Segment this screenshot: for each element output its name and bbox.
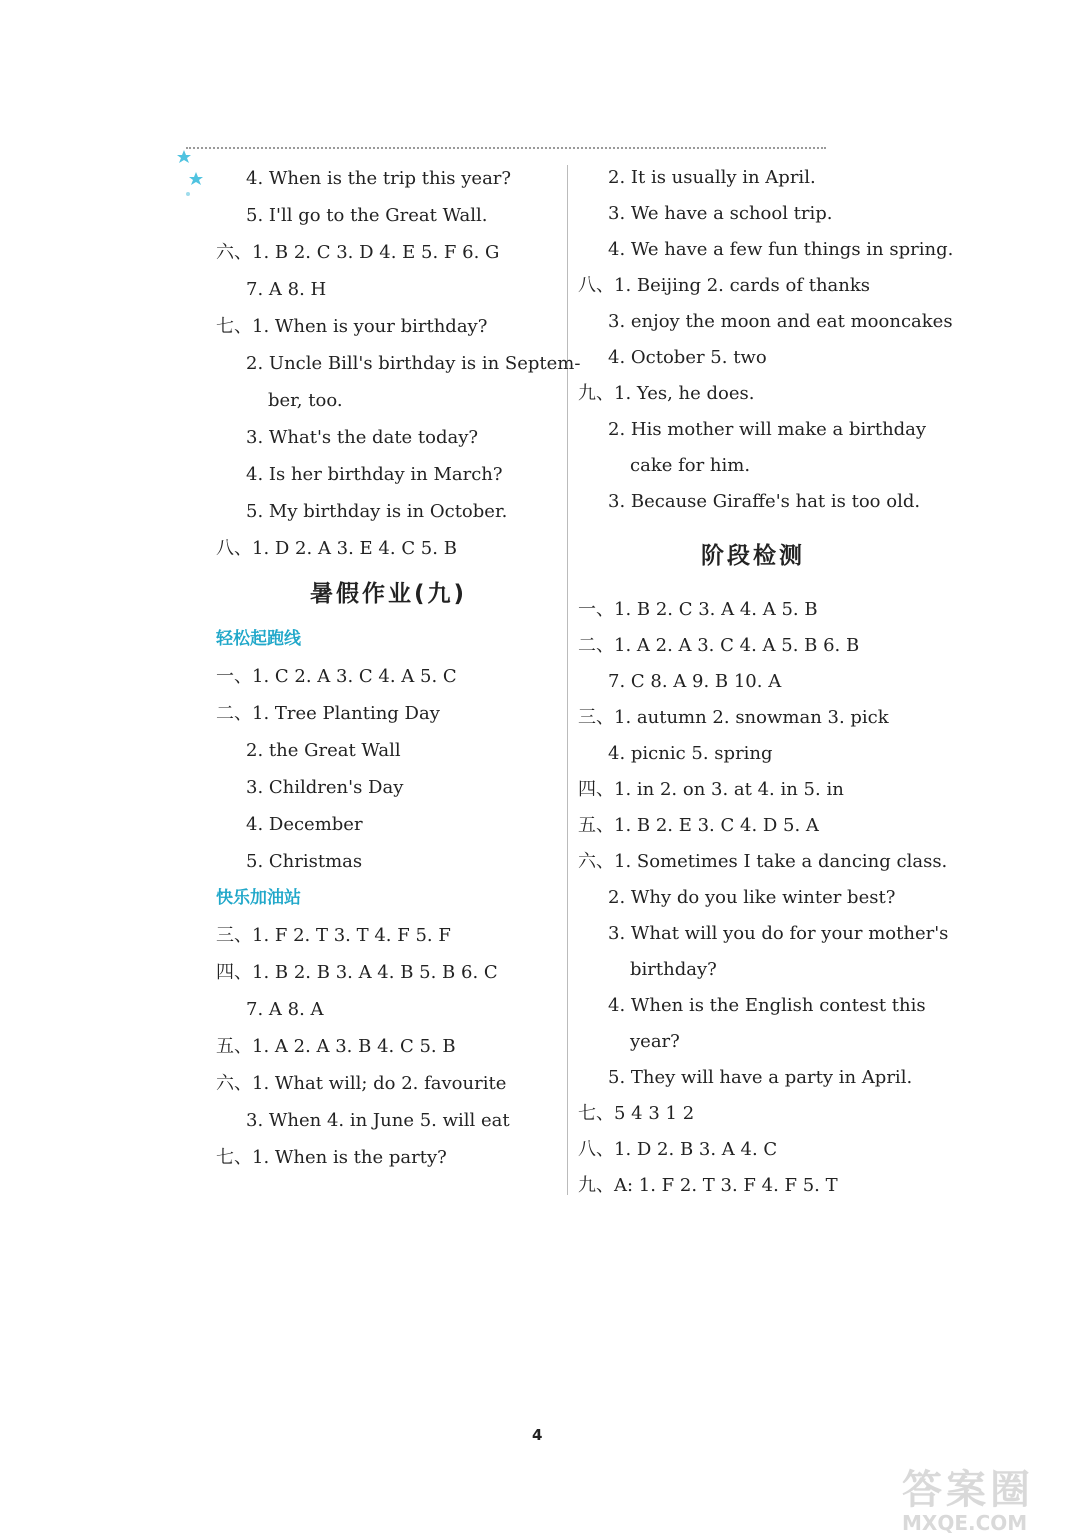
answer-line: 3. What will you do for your mother's [608, 923, 949, 944]
answer-line: 5. Christmas [246, 851, 363, 872]
answer-line: 九、1. Yes, he does. [578, 383, 755, 404]
answer-line: 3. Children's Day [246, 777, 404, 798]
column-divider [567, 165, 568, 1195]
page-number: 4 [532, 1426, 543, 1444]
answer-line: 3. What's the date today? [246, 427, 479, 448]
answer-line: 四、1. B 2. B 3. A 4. B 5. B 6. C [216, 962, 498, 983]
answer-line: 八、1. D 2. A 3. E 4. C 5. B [216, 538, 457, 559]
answer-line: 5. They will have a party in April. [608, 1067, 913, 1088]
answer-line: 2. His mother will make a birthday [608, 419, 927, 440]
answer-line: 七、1. When is your birthday? [216, 316, 488, 337]
answer-line: 5. My birthday is in October. [246, 501, 508, 522]
answer-line: 一、1. C 2. A 3. C 4. A 5. C [216, 666, 457, 687]
answer-line: 4. When is the trip this year? [246, 168, 512, 189]
answer-line: 四、1. in 2. on 3. at 4. in 5. in [578, 779, 844, 800]
answer-line: 2. the Great Wall [246, 740, 401, 761]
answer-line: 4. picnic 5. spring [608, 743, 773, 764]
answer-line: 六、1. B 2. C 3. D 4. E 5. F 6. G [216, 242, 500, 263]
answer-line: 三、1. autumn 2. snowman 3. pick [578, 707, 889, 728]
answer-line: 3. When 4. in June 5. will eat [246, 1110, 510, 1131]
answer-line: 一、1. B 2. C 3. A 4. A 5. B [578, 599, 818, 620]
answer-line: 八、1. Beijing 2. cards of thanks [578, 275, 871, 296]
answer-line: 九、A: 1. F 2. T 3. F 4. F 5. T [578, 1175, 838, 1196]
answer-line: 八、1. D 2. B 3. A 4. C [578, 1139, 778, 1160]
answer-line: 3. Because Giraffe's hat is too old. [608, 491, 921, 512]
answer-line: 2. Why do you like winter best? [608, 887, 896, 908]
answer-line: 三、1. F 2. T 3. T 4. F 5. F [216, 925, 451, 946]
answer-line: 2. It is usually in April. [608, 167, 816, 188]
header-dotted-rule [186, 147, 826, 149]
answer-line: 二、1. A 2. A 3. C 4. A 5. B 6. B [578, 635, 860, 656]
answer-line: birthday? [630, 959, 717, 980]
section-title-summer-homework: 暑假作业(九) [309, 581, 468, 607]
answer-line: 五、1. B 2. E 3. C 4. D 5. A [578, 815, 819, 836]
star-decoration-icon [176, 150, 206, 200]
watermark-logo [902, 1468, 1082, 1534]
right-column [578, 160, 954, 1204]
section-title-stage-test: 阶段检测 [701, 543, 805, 569]
sub-label-warmup: 轻松起跑线 [216, 629, 301, 649]
answer-line: cake for him. [630, 455, 751, 476]
answer-line: 7. A 8. A [246, 999, 324, 1020]
answer-line: 七、1. When is the party? [216, 1147, 447, 1168]
answer-line: 4. October 5. two [608, 347, 767, 368]
answer-line: 4. Is her birthday in March? [246, 464, 503, 485]
watermark-bottom: MXQE.COM [902, 1511, 1028, 1535]
answer-line: 3. enjoy the moon and eat mooncakes [608, 311, 953, 332]
sub-label-boost: 快乐加油站 [216, 888, 301, 908]
answer-line: 7. A 8. H [246, 279, 327, 300]
answer-line: 7. C 8. A 9. B 10. A [608, 671, 782, 692]
answer-line: 4. December [246, 814, 363, 835]
answer-line: 六、1. Sometimes I take a dancing class. [578, 851, 948, 872]
answer-line: 4. When is the English contest this [608, 995, 926, 1016]
answer-line: year? [630, 1031, 680, 1052]
answer-line: 2. Uncle Bill's birthday is in Septem- [246, 353, 581, 374]
watermark-top: 答案圈 [902, 1467, 1034, 1513]
answer-line: 3. We have a school trip. [608, 203, 833, 224]
answer-line: ber, too. [268, 390, 343, 411]
answer-line: 4. We have a few fun things in spring. [608, 239, 954, 260]
answer-line: 六、1. What will; do 2. favourite [216, 1073, 507, 1094]
answer-line: 5. I'll go to the Great Wall. [246, 205, 488, 226]
answer-line: 七、5 4 3 1 2 [578, 1103, 695, 1124]
answer-line: 二、1. Tree Planting Day [216, 703, 440, 724]
answer-line: 五、1. A 2. A 3. B 4. C 5. B [216, 1036, 456, 1057]
left-column [216, 160, 581, 1176]
